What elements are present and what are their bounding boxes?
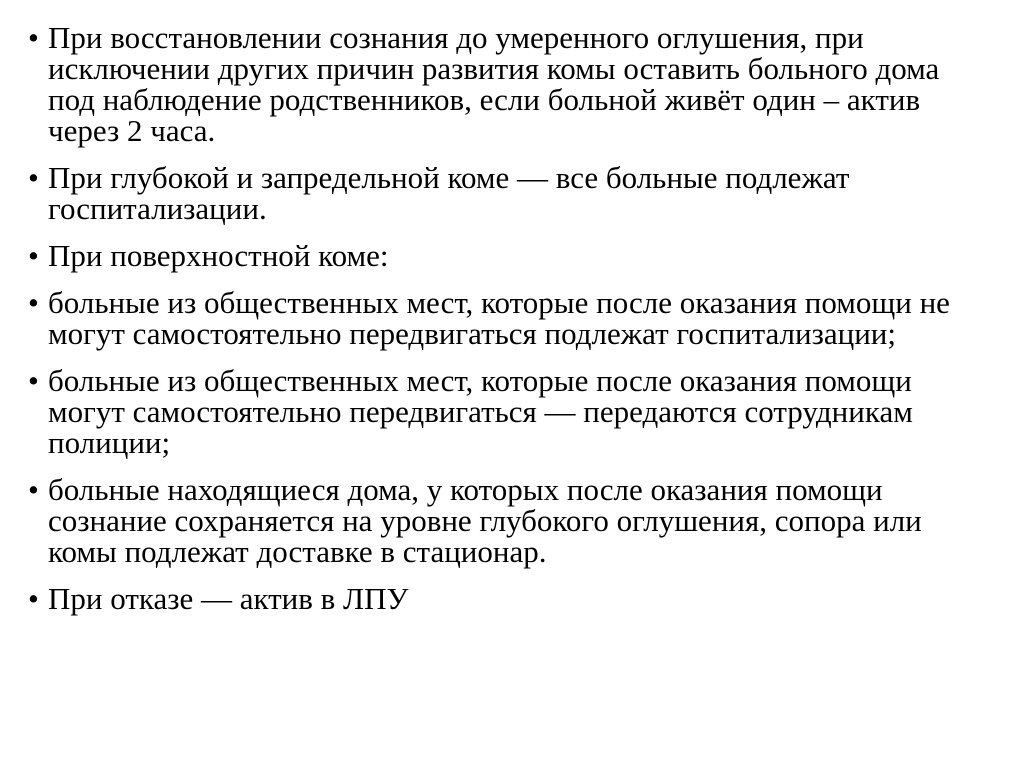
bullet-icon: •: [28, 581, 39, 616]
bullet-icon: •: [28, 20, 39, 55]
bullet-text: больные находящиеся дома, у которых после оказания помощи сознание сохраняется на уровне глубокого оглушения, сопора или комы подлежат доставке в стационар.: [48, 472, 922, 569]
bullet-list: [28, 22, 988, 630]
bullet-text: больные из общественных мест, которые после оказания помощи не могут самостоятельно передвигаться подлежат госпитализации;: [48, 285, 950, 351]
bullet-item: [28, 22, 988, 146]
bullet-icon: •: [28, 238, 39, 273]
bullet-item: [28, 365, 988, 458]
bullet-item: [28, 162, 988, 224]
bullet-text: больные из общественных мест, которые после оказания помощи могут самостоятельно передвигаться — передаются сотрудникам полиции;: [48, 363, 913, 460]
bullet-item: [28, 474, 988, 567]
bullet-item: [28, 287, 988, 349]
bullet-item: [28, 583, 988, 614]
bullet-text: При глубокой и запредельной коме — все больные подлежат госпитализации.: [48, 160, 850, 226]
bullet-icon: •: [28, 472, 39, 507]
bullet-icon: •: [28, 285, 39, 320]
bullet-text: При восстановлении сознания до умеренного оглушения, при исключении других причин развития комы оставить больного дома под наблюдение родственников, если больной живёт один – актив через 2 часа.: [48, 20, 940, 148]
bullet-item: [28, 240, 988, 271]
bullet-text: При отказе — актив в ЛПУ: [48, 581, 409, 616]
bullet-text: При поверхностной коме:: [48, 238, 389, 273]
bullet-icon: •: [28, 160, 39, 195]
bullet-icon: •: [28, 363, 39, 398]
